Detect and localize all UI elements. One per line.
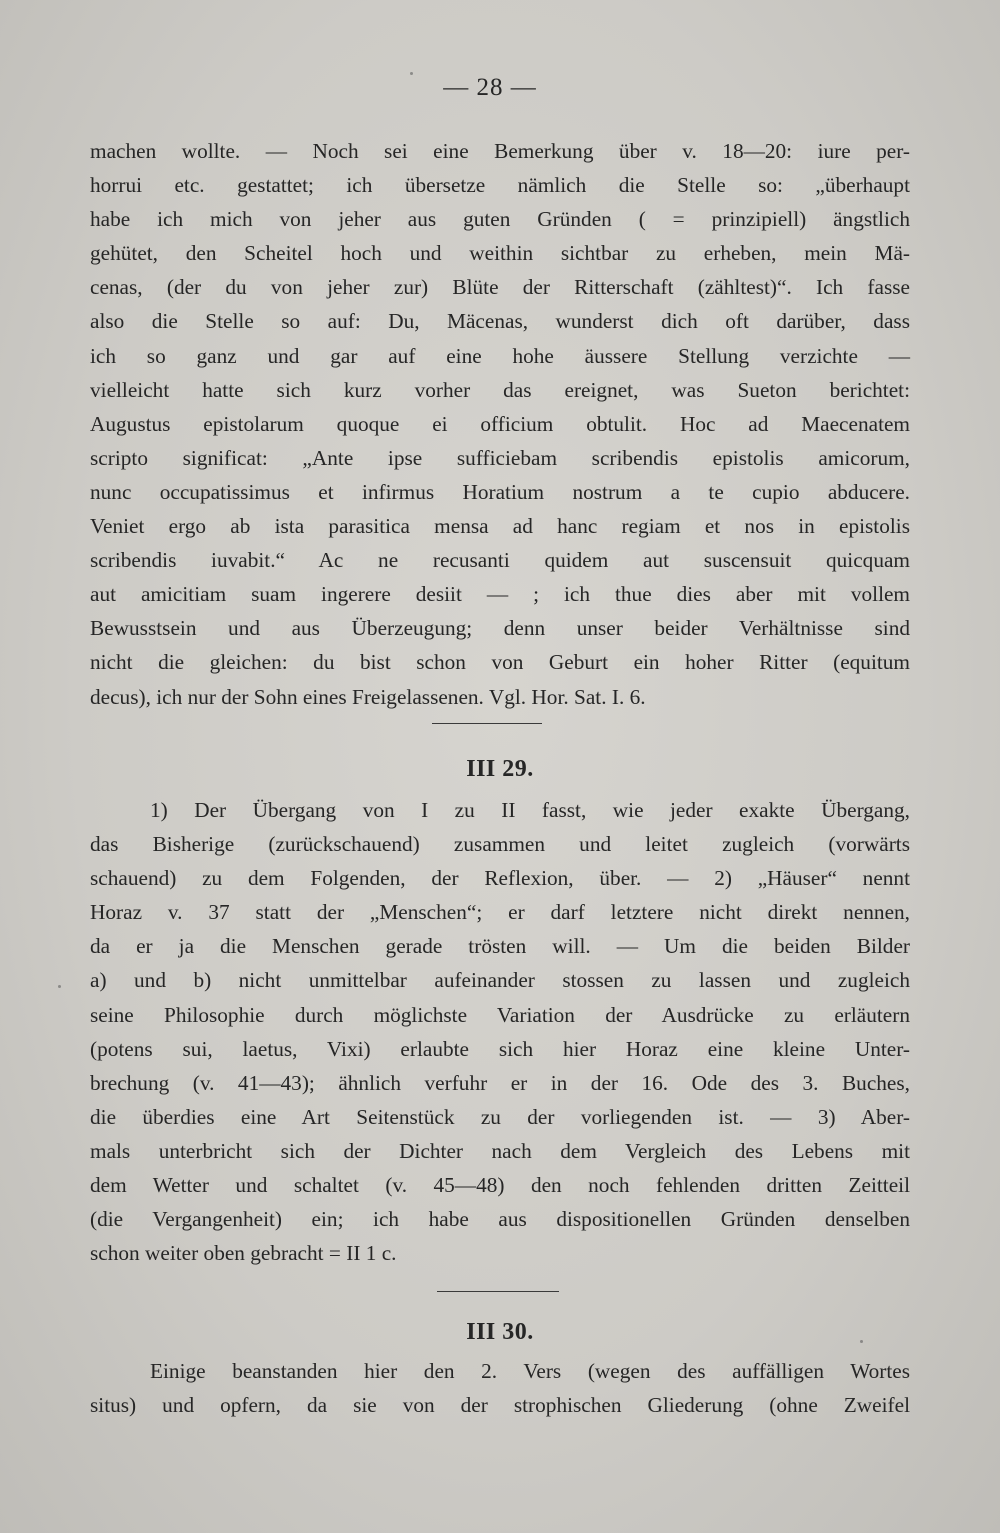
text-line: also die Stelle so auf: Du, Mäcenas, wunderst dich oft darüber, dass <box>90 309 910 334</box>
text-line: ich so ganz und gar auf eine hohe äussere Stellung verzichte — <box>90 343 910 368</box>
text-line: brechung (v. 41—43); ähnlich verfuhr er in der 16. Ode des 3. Buches, <box>90 1070 910 1095</box>
text-line: Horaz v. 37 statt der „Menschen“; er darf letztere nicht direkt nennen, <box>90 900 910 925</box>
text-line: da er ja die Menschen gerade trösten will. — Um die beiden Bilder <box>90 934 910 959</box>
text-line-content: Einige beanstanden hier den 2. Vers (wegen des auffälligen Wortes <box>150 1359 910 1383</box>
text-line: mals unterbricht sich der Dichter nach dem Vergleich des Lebens mit <box>90 1138 910 1163</box>
text-line: seine Philosophie durch möglichste Variation der Ausdrücke zu erläutern <box>90 1002 910 1027</box>
section-1-body <box>90 134 910 714</box>
text-line: (potens sui, laetus, Vixi) erlaubte sich hier Horaz eine kleine Unter- <box>90 1036 910 1061</box>
text-line: situs) und opfern, da sie von der strophischen Gliederung (ohne Zweifel <box>90 1393 910 1418</box>
page-number: — 28 — <box>443 74 537 101</box>
text-line: (die Vergangenheit) ein; ich habe aus dispositionellen Gründen denselben <box>90 1207 910 1232</box>
text-line <box>90 793 910 827</box>
text-line: nicht die gleichen: du bist schon von Geburt ein hoher Ritter (equitum <box>90 650 910 675</box>
text-line: gehütet, den Scheitel hoch und weithin sichtbar zu erheben, mein Mä- <box>90 241 910 266</box>
text-line: habe ich mich von jeher aus guten Gründen ( = prinzipiell) ängstlich <box>90 207 910 232</box>
text-line: dem Wetter und schaltet (v. 45—48) den noch fehlenden dritten Zeitteil <box>90 1173 910 1198</box>
text-line: horrui etc. gestattet; ich übersetze nämlich die Stelle so: „überhaupt <box>90 173 910 198</box>
text-line: die überdies eine Art Seitenstück zu der vorliegenden ist. — 3) Aber- <box>90 1104 910 1129</box>
paper-speck <box>410 72 413 75</box>
text-line: scribendis iuvabit.“ Ac ne recusanti quidem aut suscensuit quicquam <box>90 548 910 573</box>
text-line: das Bisherige (zurückschauend) zusammen und leitet zugleich (vorwärts <box>90 832 910 857</box>
text-line: aut amicitiam suam ingerere desiit — ; ich thue dies aber mit vollem <box>90 582 910 607</box>
text-line-content: 1) Der Übergang von I zu II fasst, wie jeder exakte Übergang, <box>150 798 910 822</box>
text-line: vielleicht hatte sich kurz vorher das ereignet, was Sueton berichtet: <box>90 377 910 402</box>
text-line: Augustus epistolarum quoque ei officium obtulit. Hoc ad Maecenatem <box>90 411 910 436</box>
section-2-body <box>90 793 910 1270</box>
text-line <box>90 1354 910 1388</box>
text-line: nunc occupatissimus et infirmus Horatium nostrum a te cupio abducere. <box>90 479 910 504</box>
section-heading: III 30. <box>466 1319 534 1345</box>
section-divider <box>437 1291 559 1292</box>
section-3-body <box>90 1354 910 1422</box>
text-line: a) und b) nicht unmittelbar aufeinander stossen zu lassen und zugleich <box>90 968 910 993</box>
text-line: cenas, (der du von jeher zur) Blüte der Ritterschaft (zähltest)“. Ich fasse <box>90 275 910 300</box>
section-heading: III 29. <box>466 756 534 782</box>
text-line: Veniet ergo ab ista parasitica mensa ad hanc regiam et nos in epistolis <box>90 514 910 539</box>
text-line: scripto significat: „Ante ipse sufficiebam scribendis epistolis amicorum, <box>90 445 910 470</box>
text-line: Bewusstsein und aus Überzeugung; denn unser beider Verhältnisse sind <box>90 616 910 641</box>
paper-speck <box>58 985 61 988</box>
text-line: schon weiter oben gebracht = II 1 c. <box>90 1241 397 1266</box>
section-divider <box>432 723 542 724</box>
text-line: schauend) zu dem Folgenden, der Reflexion, über. — 2) „Häuser“ nennt <box>90 866 910 891</box>
paper-speck <box>860 1340 863 1343</box>
text-line: machen wollte. — Noch sei eine Bemerkung über v. 18—20: iure per- <box>90 139 910 163</box>
text-line: decus), ich nur der Sohn eines Freigelassenen. Vgl. Hor. Sat. I. 6. <box>90 684 646 709</box>
